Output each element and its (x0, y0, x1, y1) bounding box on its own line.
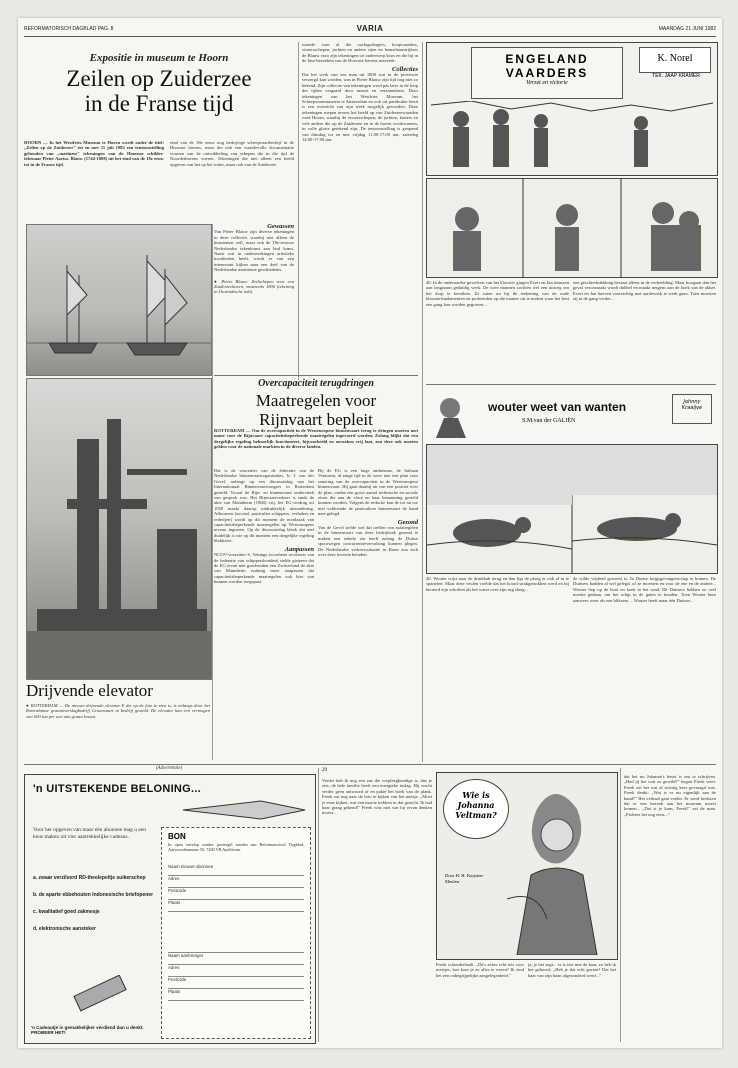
order-coupon (161, 827, 311, 1039)
article1-headline-1: Zeilen op Zuiderzee (66, 66, 252, 91)
section-title: VARIA (356, 24, 384, 33)
ad-intro: Voor het opgeven van maar één abonnee mag u een keus maken uit vier aantrekkelijke cadeaus. (33, 827, 147, 840)
story-col4: dat het nu Johanna's beurt is om te schrijven. „Had jij het ooit zo gewild?" begon Freek weer. Freek zei het wat al twintig keer gevraagd was. Freek denkt: „Wat is er nu eigenlijk aan de hand?" Het verhaal gaat verder. Er werd besloten dat er een bezoek aan het museum moest komen... „Dat is je kans, Freek!" zei de man. „Probeer het nog eens..." (624, 774, 716, 817)
coupon-field-label: Postcode (168, 888, 187, 893)
floating-elevator-photo (26, 378, 212, 680)
ad-footer: 'n Cadeautje is gemakkelijker verdiend dan u denkt. PROBEER HET! (31, 1025, 144, 1035)
coupon-field-label: Adres (168, 965, 180, 970)
coupon-field-address[interactable] (168, 876, 304, 888)
comic2-text: 20. Wouter wijst naar de drinkbak terug en dan ligt de ploeg er ook al in te spartelen. Maar deze veulen voelde dat het koord strakgetrokken werd en hij beroerd zijn schoften als het water over zijn rug sloeg... (426, 576, 569, 592)
section-rule (426, 384, 716, 385)
column-rule (422, 42, 423, 762)
comic1-title-line2: VAARDERS (505, 66, 589, 80)
comic1-author-box (639, 47, 711, 73)
story-credit: Door H. H. Kuijsten-Meulen (445, 873, 484, 884)
ad-item-a: a. zwaar verzilverd RD-theelepeltje suikerschep (33, 875, 146, 881)
comic2-mascot (426, 388, 486, 442)
article1-col2: eind van de 18e eeuw nog bedrijvige scheepvaartbedrijf in de Hoornse havens, maar die ook een waardevolle documentatie vormen van de ontwikkeling van schepen die in die tijd de Noorderhavens voeren. Tekeningen die niet alleen een beeld opgeven van het op het water, maar ook van de Zuiderzee. (170, 140, 294, 167)
comic2-signature: Johnny Kraaijve (672, 394, 712, 424)
ad-item-b: b. de aparte ebbehouten Indonesische briefopener (33, 892, 154, 898)
comic2-author: S.M.van der GALIËN (522, 418, 576, 424)
ad-headline: 'n UITSTEKENDE BELONING... (33, 783, 202, 795)
article1-col4: waarde voor al die oorlogsdragers, koopvaarders, vissersschepen, jachten en andere rijen en hennelaanstrijkers de Blauw voor zijn tekeningen tot onderwerp koos en die hij in de fase-bezoeken van de Hoornse havens noteerde. Collecties Dat het werk van een man uit 1800 wat in de provincie verzorgd kan worden, was in Pieter Blauw zijn tijd nog niet zo bekend. Zijn collectie van tekeningen werd pas later in de loop der tijden vergaard door musea en verzamelaars. Door tekeningen van het Westfries Museum, het Scheepvaartmuseum te Amsterdam en ook uit partikulier bezit is een overzicht van zijn werk mogelijk geworden. Deze tekeningen roepen tevens het beeld op van Zuiderzeewaarden rond Hoorn, waarbij de vissersschepen, de jachten, kotters en vele andere die op de Zuiderzee en in de haven voorkwamen, in volle glorie getekend zijn. De tentoonstelling is geopend van dinsdag tot en met vrijdag 11.00-17.00 uur, zaterdag 14.00-17.00 uur. (302, 42, 418, 142)
article2-lead-text: ROTTERDAM — Om de overcapaciteit in de Westeuropese binnenvaart terug te dringen moeten met name voor de Rijnvaart capaciteitsbeperkende maatregelen ingevoerd worden. Zolang blijkt dat een dergelijke regeling behoorlijk functioneert, bijvoorbeeld en oorzaken vrij laat, zou deze ook moeten gelden voor de nationale markten in de diverse landen. (214, 428, 418, 450)
subhead-gezond: Gezond (397, 518, 418, 526)
article1-lead (24, 140, 164, 218)
elevator-block (26, 682, 210, 761)
comic2-panel-row (426, 444, 718, 574)
comic1-title-box (471, 47, 623, 99)
coupon-field-label: Plaats (168, 989, 181, 994)
newspaper-page (18, 18, 722, 1048)
comic1-text-2: een geschiedsdekking bestaat alleen in de verbeelding. Maar hoegaan dan het geval veroorzaakt wordt dubbel en maakt nergens aan de hoek van de akker. Evert en Jan hoeven voorzichtig met aardewerk te werk gaan. Toen moesten zij in de gang verder... (573, 280, 716, 302)
header-right: MAANDAG 21 JUNI 1982 (658, 26, 716, 32)
section-rule (214, 375, 418, 376)
comic1-panel-row (426, 178, 718, 278)
coupon-field-postcode[interactable] (168, 888, 304, 900)
sailing-ships-drawing (26, 224, 212, 376)
coupon-field-referrer-address[interactable] (168, 965, 304, 977)
comic1-text: 40. In de onderaardse gewelven van het klooster gingen Evert en Jan intussen aan langzaam geduldig werk. De twee mannen zochten wel een uitweg om het dorp te bereiken. Ze zaten nu bij de teekening van de oude kloosterfundamenten en probeerden op die manier uit te maken waar het best een gang kon worden gegraven... (426, 280, 569, 307)
coupon-options (168, 912, 304, 953)
coupon-field-label: Plaats (168, 900, 181, 905)
story-title-2: Johanna (457, 800, 495, 810)
article2-lead (214, 428, 418, 464)
knife-icon (181, 797, 309, 823)
comic1-figures (431, 101, 713, 171)
comic1-artist: TEK. JAAP KRAMER (652, 73, 700, 79)
column-rule (318, 768, 319, 1042)
story-title-3: Veltman? (455, 810, 497, 820)
comic1-panel-art (427, 179, 717, 277)
article1-kicker: Expositie in museum te Hoorn (89, 52, 229, 64)
story-col1: Verder heb ik nog een zus die verpleegkundige is, dus je ziet, de hele familie heeft een energieke inslag. Hij wacht verder geen antwoord af en pakte het boek van de plank. Freek zat nog naar de foto te kijken van het meisje. „Moet je eens kijken, wat een mooie trekken in dat gezicht. Ik had haar graag gekend!" Freek wist niet wat hij ervan denken moest... (322, 778, 432, 816)
article2-headline-2: Rijnvaart bepleit (259, 410, 373, 429)
header-left: REFORMATORISCH DAGBLAD PAG. 8 (24, 26, 114, 32)
article2-col1: Dat is de voorzitter van de federatie van de Nederlandse binnenvaartorganisaties, Ir. J. van der Gevel, onlangs op een discussiedag van het Internationaal Binnenvaartcongres in Rotterdam gesteld. Vooral de Rijn- en binnenvaart ondervindt van gesprek was. Het Rijnvaartverkeer is sinds de akte van Mannheim (1868) vrij, het EG-verdrag uit 1958 maakt daarop uitdrukkelijk uitzondering. Afbouwen (sociaal, particulier schippers, verladers en rederijen) wordt op dit moment de noodzaak van capaciteitsbeperkende maatregelen op Westeuropees niveau ingezien. Op de discussiedag bleek dat niet duidelijk is wie op dit moment een dergelijke regeling blokkeert. Aanpassen NCOV-voorzitter S. Venings (voorheen secretaris van de federatie van schippersbonden) stelde gisteren dat de EG ervan niet goedvinden een Zwitserland de akte van Mannheim zodanig moet aanpassen dat capaciteitsbeperkende maatregelen ook hier van kunnen worden toegepast. (214, 468, 314, 585)
coupon-field-name[interactable] (168, 864, 304, 876)
coupon-intro: In open envelop zonder postzegel zenden aan Reformatorisch Dagblad, Antwoordnummer 50, 7200 VB Apeldoorn. (168, 842, 304, 852)
story-col2: Freek schouderhaalt. „Da's zeker echt iets voor meisjes, hoe kom je zo alles te weten? Ik vind het een onbegrijpelijke aangelegenheid." (436, 962, 524, 978)
article1-col3: Gewassen Van Pieter Blauw zijn diverse tekeningen in deze collectie, waarbij niet alleen de kunstenaar zelf, maar ook de 18e-eeuwse Nederlandse tekenkunst aan bod komt. Naast wat in onderzoekingen artistieke kwaliteiten heeft, wordt er van een interessant kijken naar een deel van de Nederlandse maritieme geschiedenis. ● Pieter Blauw: Zeilschepen voor een Zuiderzeehaven, omstreeks 1800 (tekening in Oostindische inkt). (214, 224, 294, 295)
comic1-title-line1: ENGELAND (505, 52, 589, 66)
coupon-fields (168, 864, 304, 1001)
article-expositie (24, 42, 294, 115)
ad-label: (Advertentie) (155, 766, 183, 771)
column-rule (298, 42, 299, 380)
coupon-field-referrer[interactable] (168, 953, 304, 965)
article2-headline-1: Maatregelen voor (255, 391, 377, 410)
woman-portrait-drawing (497, 779, 613, 955)
column-rule (212, 224, 213, 760)
comic-wouter (426, 388, 716, 442)
coupon-title: BON (168, 832, 186, 841)
comic1-subtitle: Verzet en victorie (526, 80, 568, 86)
ad-items (33, 875, 157, 933)
comic2-text-2: de wilde vrijheid geweest is. In Duitse krijgsgevangenschap te komen. De Duitsers hadden al wel gelegd, of ze moesten en voor de ene en de andere... Wouter liep op de boot en keek in het rond. De Duitsers hebben zo veel moeite gedaan, om het schip in de gaten te houden. Toen Wouter hem aanwees weer als een bliksem ... Wouter heeft maar één Duitser... (573, 576, 716, 603)
article-rijnvaart (214, 378, 418, 428)
article2-kicker: Overcapaciteit terugdringen (258, 378, 374, 389)
lighter-icon (65, 975, 135, 1025)
subhead-aanpassen: Aanpassen (284, 545, 314, 553)
ad-item-c: c. kwalitatief goed zakmesje (33, 909, 100, 915)
comic2-panel-art (427, 445, 717, 573)
elevator-headline: Drijvende elevator (26, 681, 153, 700)
article1-headline-2: in de Franse tijd (84, 91, 234, 116)
story-title-1: Wie is (462, 790, 490, 800)
story-illustration (436, 772, 618, 960)
subhead-collecties: Collecties (392, 65, 418, 73)
subhead-gewassen: Gewassen (267, 224, 294, 230)
elevator-caption: ● ROTTERDAM — De nieuwe drijvende elevator F die op de foto te zien is, is onlangs door het Rotterdamse graanoverslagbedrijf Graanvaart in bedrijf gesteld. De elevator kan een vermogen van 600 ton per uur aan graan lossen. (26, 703, 210, 719)
coupon-field-label: Naam nieuwe abonnee (168, 864, 214, 869)
comic-engelandvaarders (426, 42, 718, 176)
coupon-field-label: Adres (168, 876, 180, 881)
coupon-field-label: Postcode (168, 977, 187, 982)
advertisement (24, 774, 316, 1044)
ships-illustration (27, 225, 211, 375)
story-page-number: 29 (322, 768, 327, 773)
story-col3: ja, je het zegt... er is iets met de haar, zo heb ik het gehoord. „Heb je dat echt gezien? Dat het haar van zijn baan afgezonderd werd..." (528, 962, 616, 978)
ad-item-d: d. elektronische aansteker (33, 926, 96, 932)
column-rule (620, 768, 621, 1042)
elevator-illustration (27, 379, 211, 679)
coupon-field-label: Naam aanbrenger (168, 953, 204, 958)
article2-col2: Bij de EG is een hoge ambtenaar, de Italiaan Venturini, al enige tijd in de weer met een plan voor sanering van de overcapaciteit in de Westeuropese binnenvaart. Hij gaat daarbij uit van een positief over de plan, omdat een groot aantal technische en sociale eisen die aan de vloot en haar bemanning gesteld kunnen worden. Volgens de redactie kan de tot nu toe niet voldoende de particuliere binnenvaart de hand mee gelegd. Gezond Van de Gevel stelde wel dat treffen van maatregelen in de binnenvaart van deze bedrijfstak gezond te maken een enkele zin heeft zolang de Duitse spoorwegen concurrentievervalsing kunnen plegen. De Nederlandse verkeerssituatie in Bonn zou zich over deze kwestie beraden. (318, 468, 418, 558)
coupon-field-city[interactable] (168, 900, 304, 912)
coupon-field-referrer-postcode[interactable] (168, 977, 304, 989)
article1-caption: ● Pieter Blauw: Zeilschepen voor een Zuiderzeehaven, omstreeks 1800 (tekening in Oostindische inkt). (214, 278, 294, 295)
coupon-field-referrer-city[interactable] (168, 989, 304, 1001)
comic2-title: wouter weet van wanten (488, 400, 627, 414)
article1-lead-text: HOORN — In het Westfries Museum te Hoorn wordt onder de titel: „Zeilen op de Zuiderzee" tot en met 31 juli 1982 een tentoonstelling gehouden van „marinese" tekeningen van de Hoornse schilder-tekenaar Pieter Aartsz. Blauw (1744-1808) uit het eind van de 18e eeuw tot in de Franse tijd. (24, 140, 164, 167)
comic1-author: K. Norel (657, 53, 693, 64)
page-header (24, 24, 716, 37)
section-rule (24, 764, 716, 765)
